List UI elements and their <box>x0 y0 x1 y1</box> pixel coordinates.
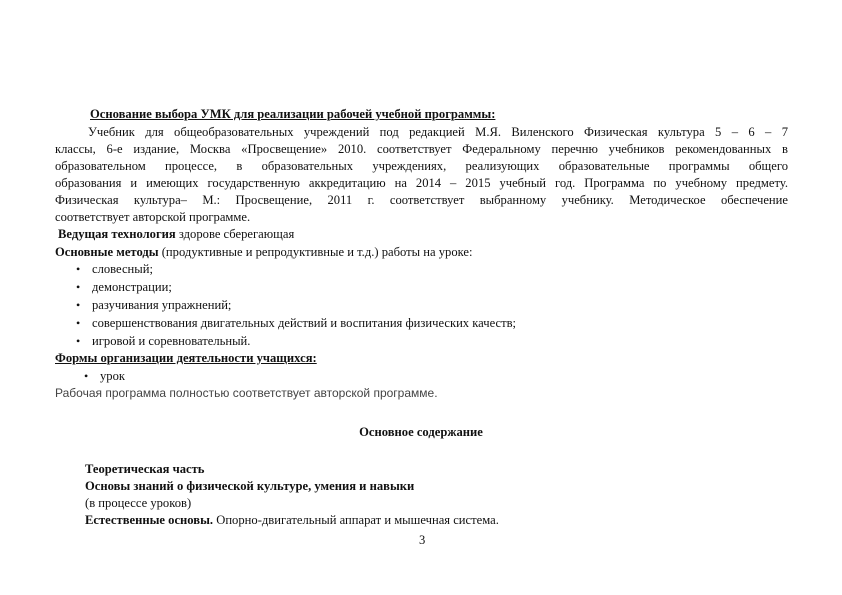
program-note: Рабочая программа полностью соответствует авторской программе. <box>55 386 438 400</box>
form-item-1: урок <box>100 369 126 383</box>
bullet-icon: • <box>76 262 81 276</box>
methods-label: Основные методы <box>55 245 159 259</box>
method-item-5: игровой и соревновательный. <box>92 334 251 348</box>
technology-line <box>58 227 294 242</box>
section-title: Основание выбора УМК для реализации рабочей учебной программы: <box>90 107 496 121</box>
methods-line <box>55 245 473 260</box>
theory-topic-value: Опорно-двигательный аппарат и мышечная система. <box>213 513 499 527</box>
paragraph-line-5: Физическая культура– М.: Просвещение, 2011 г. соответствует выбранному учебнику. Методическое обеспечение <box>55 193 788 207</box>
bullet-icon: • <box>84 369 89 383</box>
paragraph-line-6: соответствует авторской программе. <box>55 210 251 224</box>
theory-topic-label: Естественные основы. <box>85 513 214 527</box>
theory-note: (в процессе уроков) <box>85 496 192 510</box>
method-item-4: совершенствования двигательных действий и воспитания физических качеств; <box>92 316 517 330</box>
paragraph-line-3: образовательном процессе, в образовательных учреждениях, реализующих образовательные программы общего <box>55 159 788 173</box>
bullet-icon: • <box>76 316 81 330</box>
bullet-icon: • <box>76 280 81 294</box>
content-title: Основное содержание <box>359 425 483 439</box>
paragraph-line-4: образования и имеющих государственную аккредитацию на 2014 – 2015 учебный год. Программа по учебному предмету. <box>55 176 788 190</box>
paragraph-line-2: классы, 6-е издание, Москва «Просвещение» 2010. соответствует Федеральному перечню учебников рекомендованных в <box>55 142 788 156</box>
method-item-3: разучивания упражнений; <box>92 298 232 312</box>
bullet-icon: • <box>76 334 81 348</box>
method-item-1: словесный; <box>92 262 153 276</box>
method-item-2: демонстрации; <box>92 280 172 294</box>
theory-heading: Теоретическая часть <box>85 462 205 476</box>
forms-label: Формы организации деятельности учащихся: <box>55 351 317 365</box>
bullet-icon: • <box>76 298 81 312</box>
theory-topic <box>85 513 499 528</box>
technology-value: здорове сберегающая <box>175 227 295 241</box>
theory-subheading: Основы знаний о физической культуре, умения и навыки <box>85 479 415 493</box>
page-number: 3 <box>419 533 426 547</box>
paragraph-line-1: Учебник для общеобразовательных учреждений под редакцией М.Я. Виленского Физическая культура 5 – 6 – 7 <box>88 125 788 139</box>
technology-label: Ведущая технология <box>58 227 176 241</box>
methods-value: (продуктивные и репродуктивные и т.д.) работы на уроке: <box>158 245 473 259</box>
